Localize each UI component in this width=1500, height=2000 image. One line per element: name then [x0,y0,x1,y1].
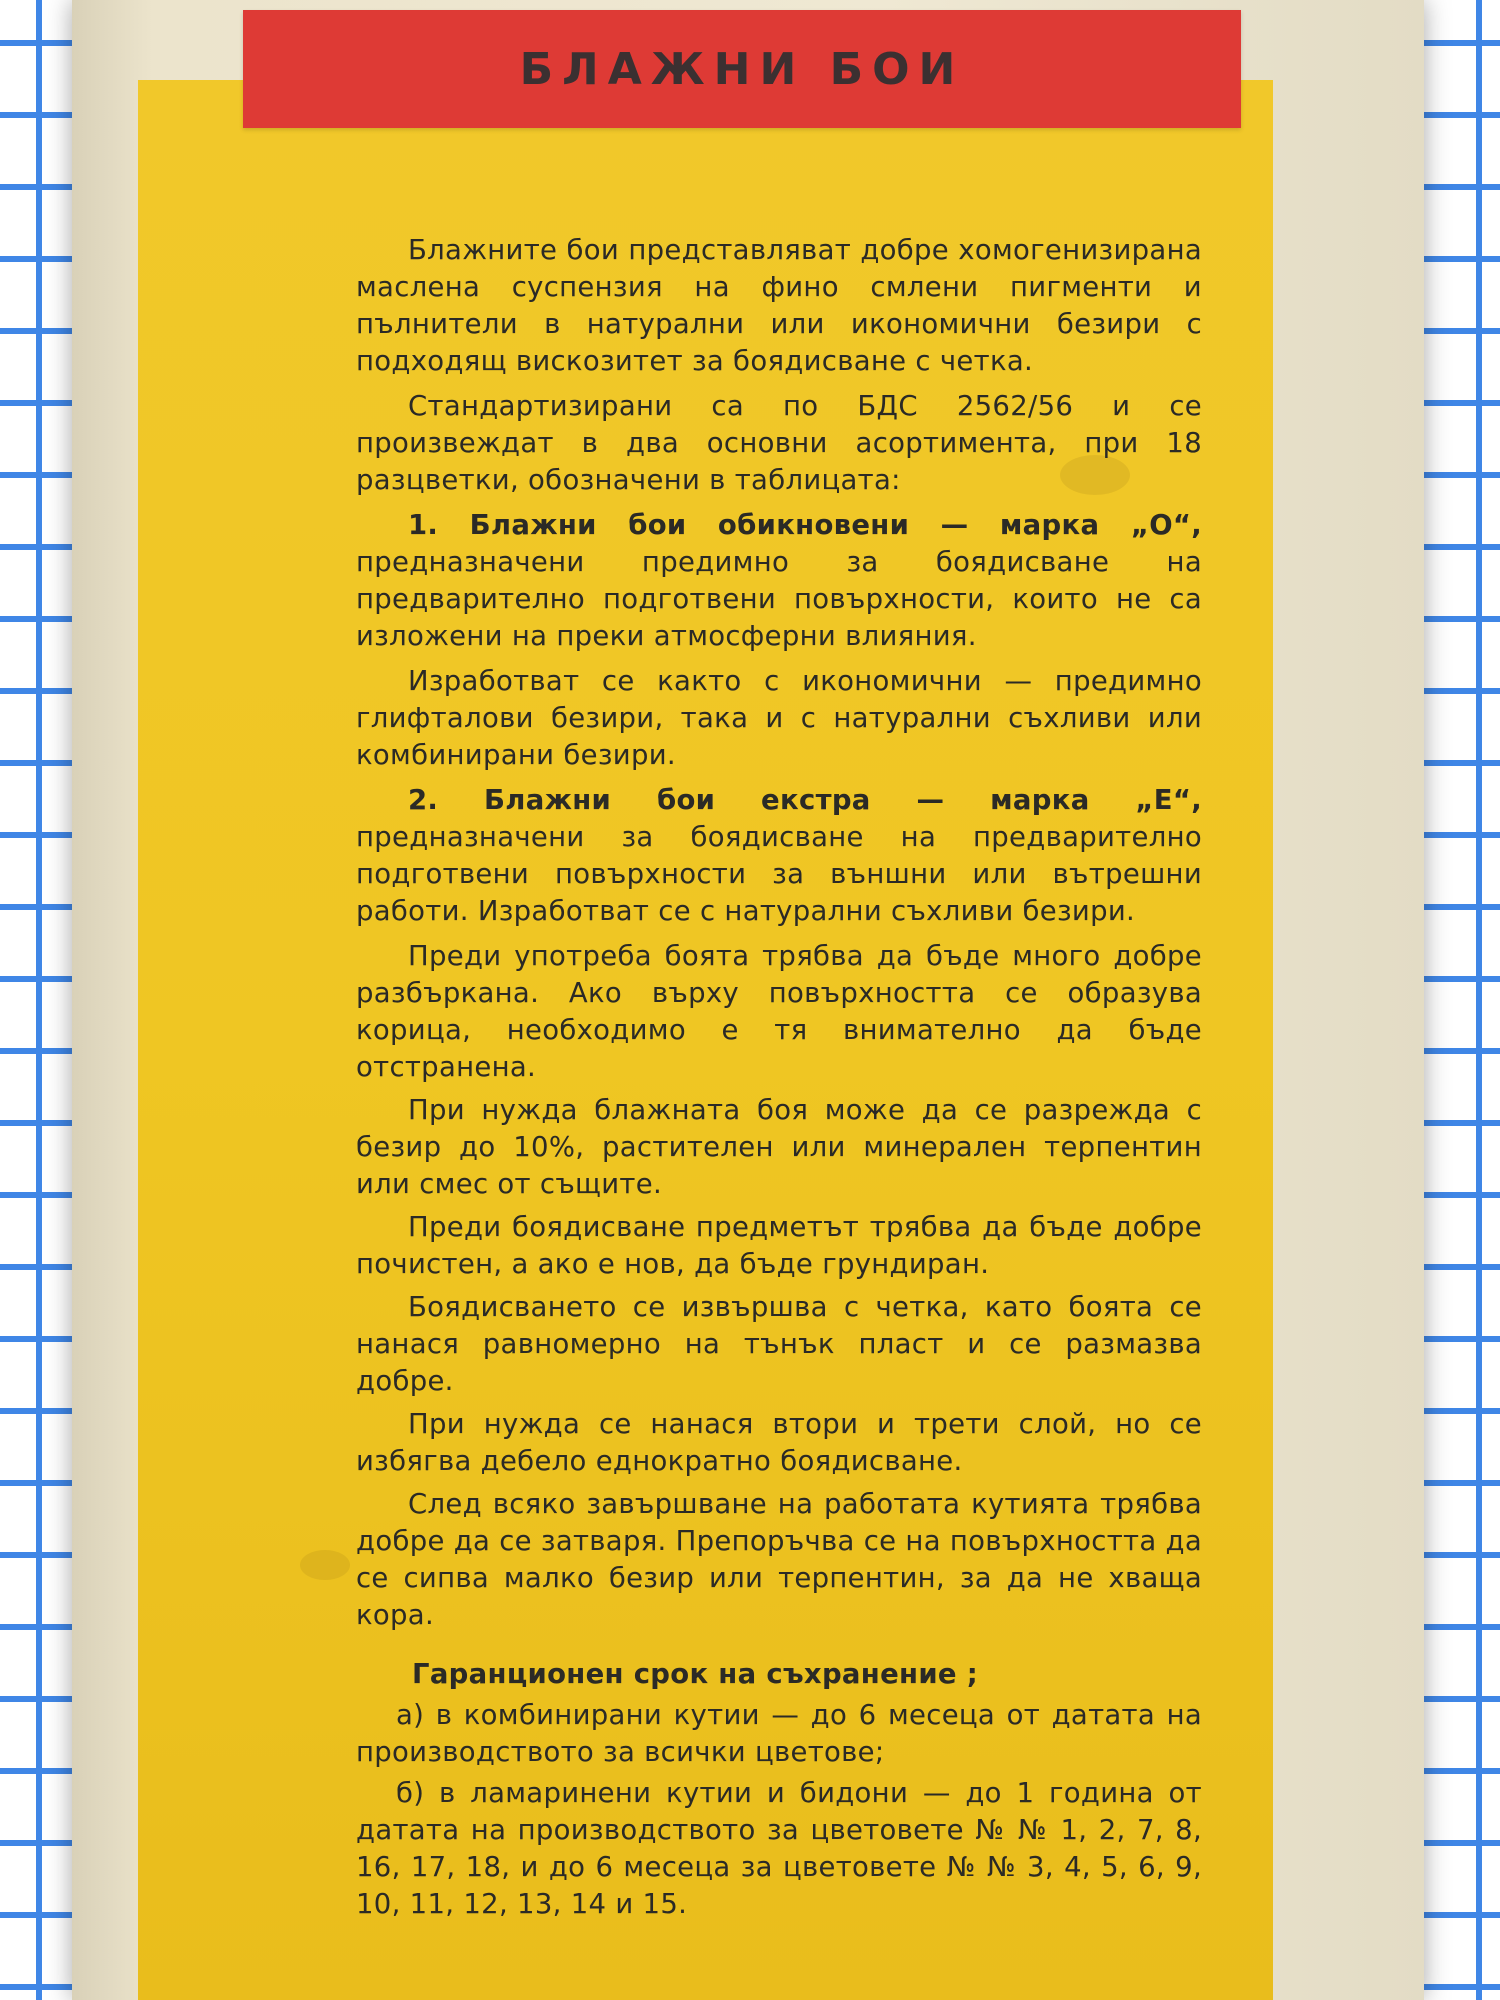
paragraph-text: При нужда блажната боя може да се разрежда с безир до 10%, растителен или минерален терпентин или смес от същите. [356,1094,1202,1200]
paragraph-text: Изработват се както с икономични — предимно глифталови безири, така и с натурални съхливи или комбинирани безири. [356,665,1202,771]
paragraph-text: Преди употреба боята трябва да бъде много добре разбъркана. Ако върху повърхността се образува корица, необходимо е тя внимателно да бъде отстранена. [356,940,1202,1083]
paragraph-text: След всяко завършване на работата кутията трябва добре да се затваря. Препоръчва се на повърхността да се сипва малко безир или терпентин, за да не хваща кора. [356,1488,1202,1631]
title-banner [243,10,1241,128]
paragraph-layers [356,1406,1202,1480]
page-title: БЛАЖНИ БОИ [519,43,965,95]
paragraph-type-o-binders [356,663,1202,774]
paper-stain [300,1550,350,1580]
paragraph-type-e [356,782,1202,930]
paragraph-text: Преди боядисване предметът трябва да бъде добре почистен, а ако е нов, да бъде грундиран. [356,1211,1202,1280]
paragraph-application [356,1289,1202,1400]
paragraph-thinning [356,1092,1202,1203]
paragraph-intro [356,232,1202,380]
paragraph-type-o [356,507,1202,655]
paragraph-standard [356,388,1202,499]
paragraph-lead: 1. Блажни бои обикновени — марка „О“, [408,509,1202,541]
paragraph-text: Стандартизирани са по БДС 2562/56 и се произвеждат в два основни асортимента, при 18 разцветки, обозначени в таблицата: [356,390,1202,496]
paragraph-text: Блажните бои представляват добре хомогенизирана маслена суспензия на фино смлени пигменти и пълнители в натурални или икономични безири с подходящ вискозитет за боядисване с четка. [356,234,1202,377]
paragraph-text: При нужда се нанася втори и трети слой, но се избягва дебело еднократно боядисване. [356,1408,1202,1477]
paragraph-storage [356,1486,1202,1634]
paragraph-lead: 2. Блажни бои екстра — марка „Е“, [408,784,1202,816]
guarantee-item-a: а) в комбинирани кутии — до 6 месеца от датата на производството за всички цветове; [356,1699,1202,1768]
paragraph-stirring [356,938,1202,1086]
paragraph-preparation [356,1209,1202,1283]
guarantee-item-b: б) в ламаринени кутии и бидони — до 1 година от датата на производството за цветовете № № 1, 2, 7, 8, 16, 17, 18, и до 6 месеца за цветовете № № 3, 4, 5, 6, 9, 10, 11, 12, 13, 14 и 15. [356,1777,1202,1920]
guarantee-heading: Гаранционен срок на съхранение ; [412,1658,979,1690]
document-body [356,232,1202,1927]
paragraph-text: предназначени предимно за боядисване на предварително подготвени повърхности, които не са изложени на преки атмосферни влияния. [356,546,1202,652]
paragraph-text: предназначени за боядисване на предварително подготвени повърхности за външни или вътрешни работи. Изработват се с натурални съхливи безири. [356,821,1202,927]
paragraph-text: Боядисването се извършва с четка, като боята се нанася равномерно на тънък пласт и се размазва добре. [356,1291,1202,1397]
